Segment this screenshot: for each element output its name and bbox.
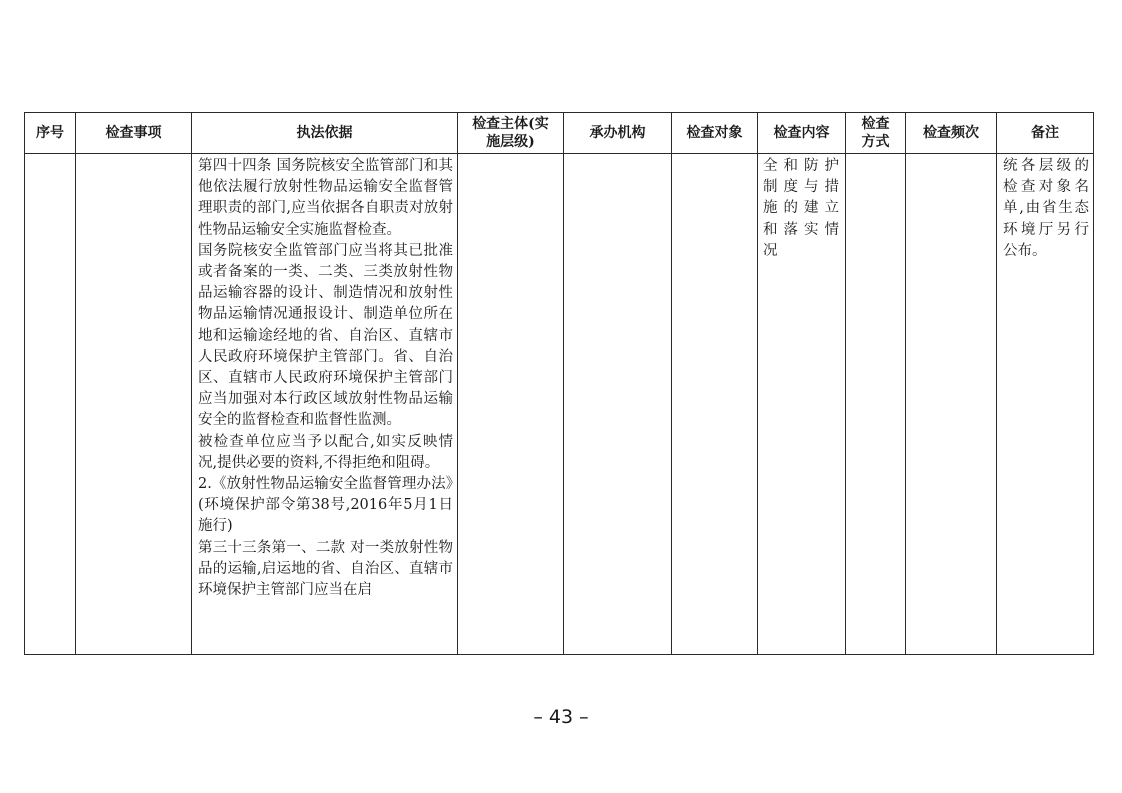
cell-target [672, 154, 758, 655]
cell-frequency [906, 154, 997, 655]
header-subject-line1: 检查主体(实 [472, 116, 549, 132]
basis-text: 第四十四条 国务院核安全监管部门和其他依法履行放射性物品运输安全监督管理职责的部门,应当依据各自职责对放射性物品运输安全实施监督检查。 国务院核安全监管部门应当将其已批准或者备案的一类、二类、三类放射性物品运输容器的设计、制造情况和放射性物品运输情况通报设计、制造单位所在地和运输途经地的省、自治区、直辖市人民政府环境保护主管部门。省、自治区、直辖市人民政府环境保护主管部门应当加强对本行政区域放射性物品运输安全的监督检查和监督性监测。 被检查单位应当予以配合,如实反映情况,提供必要的资料,不得拒绝和阻碍。 2.《放射性物品运输安全监督管理办法》(环境保护部令第38号,2016年5月1日施行) 第三十三条第一、二款 对一类放射性物品的运输,启运地的省、自治区、直辖市环境保护主管部门应当在启 [198, 158, 453, 599]
table-header-row [25, 113, 1094, 154]
cell-subject [458, 154, 564, 655]
header-method [846, 113, 906, 154]
header-method-line1: 检查 [861, 116, 890, 132]
header-method-line2: 方式 [861, 134, 890, 150]
table-row [25, 154, 1094, 655]
cell-remark [997, 154, 1094, 655]
cell-basis [192, 154, 458, 655]
header-item: 检查事项 [76, 113, 192, 154]
header-target: 检查对象 [672, 113, 758, 154]
header-remark: 备注 [997, 113, 1094, 154]
content-text: 全和防护制度与措施的建立和落实情况 [763, 158, 842, 259]
cell-item [76, 154, 192, 655]
header-content: 检查内容 [758, 113, 846, 154]
header-frequency: 检查频次 [906, 113, 997, 154]
cell-content [758, 154, 846, 655]
remark-text: 统各层级的检查对象名单,由省生态环境厅另行公布。 [1003, 158, 1089, 259]
cell-method [846, 154, 906, 655]
header-basis: 执法依据 [192, 113, 458, 154]
cell-index [25, 154, 76, 655]
header-subject-line2: 施层级) [486, 134, 535, 150]
cell-agency [564, 154, 672, 655]
header-index: 序号 [25, 113, 76, 154]
header-subject [458, 113, 564, 154]
header-agency: 承办机构 [564, 113, 672, 154]
inspection-table [24, 112, 1094, 655]
page-number: – 43 – [533, 706, 589, 728]
